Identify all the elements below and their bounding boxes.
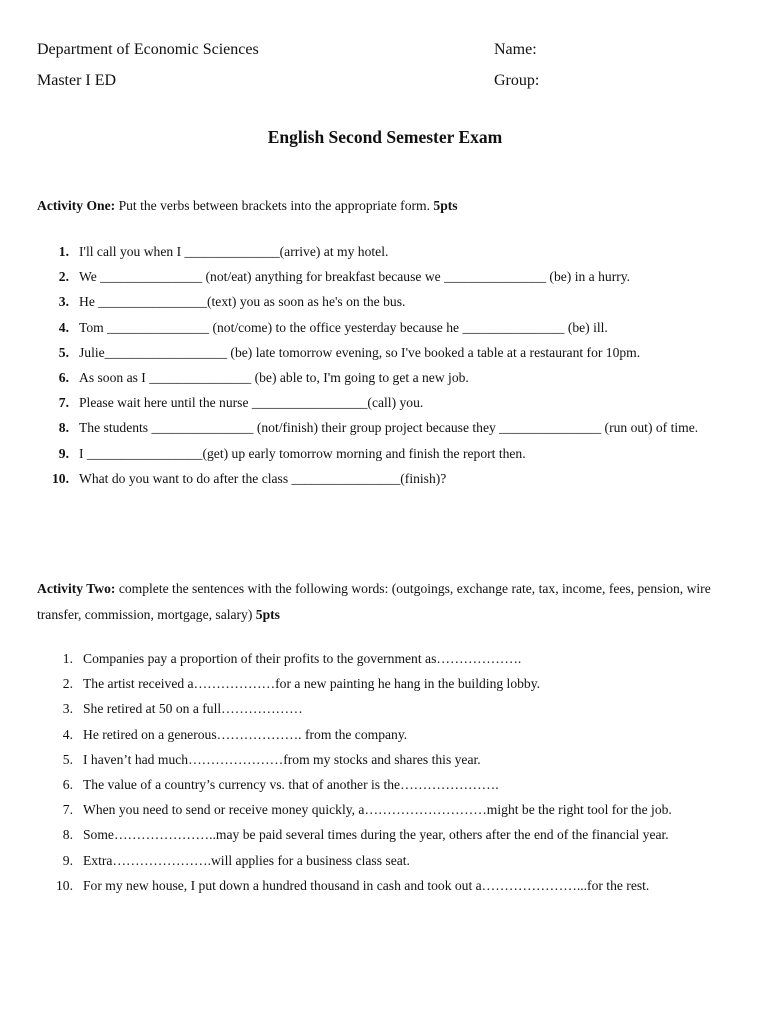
program-name: Master I ED [37, 72, 117, 89]
item-text: I haven’t had much…………………from my stocks and shares this year. [83, 751, 481, 767]
item-number: 10. [52, 470, 69, 486]
activity-two-list [37, 646, 737, 898]
item-number: 3. [58, 294, 69, 310]
list-item [37, 772, 737, 797]
item-text: What do you want to do after the class ________________(finish)? [79, 470, 447, 486]
list-item [37, 696, 737, 721]
item-number: 1. [58, 244, 69, 259]
item-text: The students _______________ (not/finish) their group project because they _______________ (run out) of time. [79, 420, 699, 436]
activity-one-instruction [37, 198, 458, 214]
list-item [37, 873, 737, 898]
list-item [37, 671, 737, 696]
item-number: 2. [58, 269, 69, 285]
item-number: 1. [62, 651, 73, 666]
item-text: He retired on a generous………………. from the company. [83, 726, 408, 742]
list-item [37, 390, 737, 415]
list-item [37, 722, 737, 747]
activity-two-colon: : [110, 581, 116, 596]
item-text: The value of a country’s currency vs. that of another is the…………………. [83, 777, 499, 793]
item-text: For my new house, I put down a hundred thousand in cash and took out a…………………...for the rest. [83, 877, 650, 893]
list-item [37, 415, 737, 440]
group-label: Group: [494, 72, 540, 89]
item-text: When you need to send or receive money quickly, a………………………might be the right tool for the job. [83, 802, 672, 818]
activity-one-list [37, 239, 737, 491]
header-left [37, 34, 259, 96]
list-item [37, 340, 737, 365]
list-item [37, 797, 737, 822]
list-item [37, 264, 737, 289]
item-number: 7. [62, 802, 73, 818]
item-text: We _______________ (not/eat) anything for breakfast because we _______________ (be) in a hurry. [79, 269, 631, 285]
item-number: 9. [62, 852, 73, 868]
list-item [37, 365, 737, 390]
list-item [37, 441, 737, 466]
item-text: Tom _______________ (not/come) to the office yesterday because he _______________ (be) ill. [79, 319, 608, 335]
item-number: 8. [58, 420, 69, 436]
item-text: I _________________(get) up early tomorrow morning and finish the report then. [79, 445, 526, 461]
item-number: 3. [62, 701, 73, 717]
item-text: Some…………………..may be paid several times during the year, others after the end of the financial year. [83, 827, 669, 843]
item-number: 2. [62, 676, 73, 692]
activity-two-instruction [37, 576, 737, 628]
item-number: 5. [62, 751, 73, 767]
item-text: Companies pay a proportion of their profits to the government as………………. [83, 651, 522, 666]
item-number: 6. [58, 370, 69, 386]
item-text: As soon as I _______________ (be) able to, I'm going to get a new job. [79, 370, 469, 386]
list-item [37, 747, 737, 772]
item-number: 8. [62, 827, 73, 843]
item-number: 9. [58, 445, 69, 461]
item-number: 5. [58, 344, 69, 360]
list-item [37, 822, 737, 847]
item-text: Extra………………….will applies for a business class seat. [83, 852, 410, 868]
activity-one-label: Activity One: [37, 198, 116, 213]
list-item [37, 289, 737, 314]
activity-two-text: complete the sentences with the following words: (outgoings, exchange rate, tax, income, fees, pension, wire transfer, commission, mortgage, salary) [37, 581, 711, 622]
list-item [37, 466, 737, 491]
item-text: He ________________(text) you as soon as he's on the bus. [79, 294, 406, 310]
department-name: Department of Economic Sciences [37, 41, 259, 58]
item-text: The artist received a………………for a new painting he hang in the building lobby. [83, 676, 541, 692]
activity-two-label: Activity Two [37, 581, 111, 596]
item-text: Julie__________________ (be) late tomorrow evening, so I've booked a table at a restaurant for 10pm. [79, 344, 641, 360]
item-text: She retired at 50 on a full……………… [83, 701, 303, 717]
page-title: English Second Semester Exam [267, 127, 503, 147]
header-right [494, 34, 539, 96]
item-number: 4. [58, 319, 69, 335]
list-item [37, 646, 737, 671]
name-label: Name: [494, 41, 537, 58]
item-number: 4. [62, 726, 73, 742]
activity-one-points: 5pts [433, 198, 458, 213]
activity-one-text: Put the verbs between brackets into the appropriate form. [118, 198, 430, 213]
item-number: 10. [56, 877, 73, 893]
list-item [37, 239, 737, 264]
item-number: 6. [62, 777, 73, 793]
list-item [37, 848, 737, 873]
activity-two-points: 5pts [255, 607, 280, 622]
item-text: Please wait here until the nurse _________________(call) you. [79, 395, 424, 411]
list-item [37, 315, 737, 340]
item-number: 7. [58, 395, 69, 411]
item-text: I'll call you when I ______________(arrive) at my hotel. [79, 244, 389, 259]
